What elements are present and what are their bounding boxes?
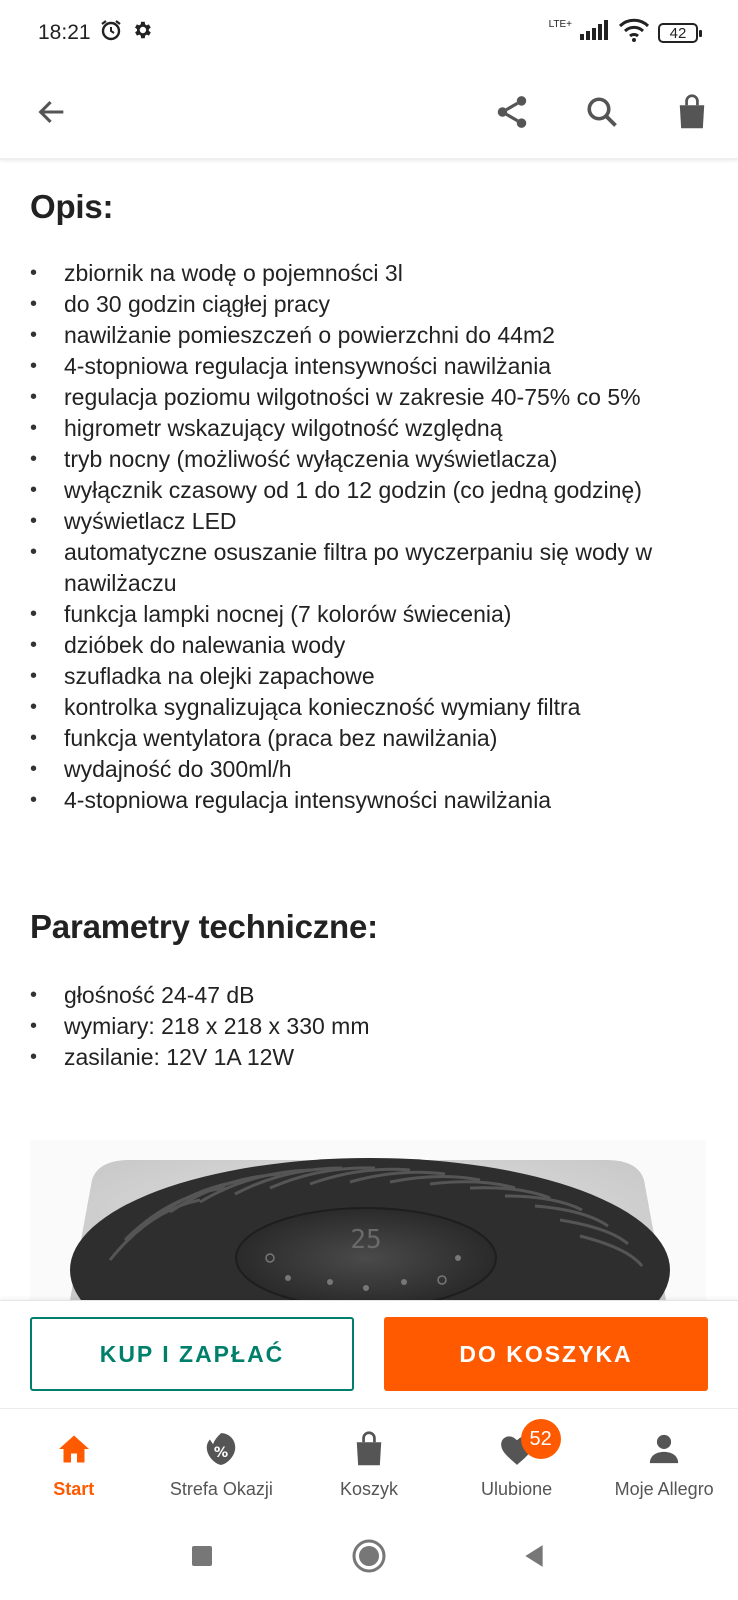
list-item: • wyłącznik czasowy od 1 do 12 godzin (co jedną godzinę) — [30, 475, 698, 506]
shopping-bag-icon[interactable] — [662, 82, 722, 142]
list-item: • głośność 24-47 dB — [30, 980, 698, 1011]
nav-label: Moje Allegro — [614, 1479, 714, 1499]
search-icon[interactable] — [572, 82, 632, 142]
description-list — [30, 258, 698, 816]
list-item: • szufladka na olejki zapachowe — [30, 661, 698, 692]
signal-icon — [580, 20, 610, 46]
battery-level: 42 — [669, 24, 687, 42]
list-item: • wymiary: 218 x 218 x 330 mm — [30, 1011, 698, 1042]
list-item: • funkcja lampki nocnej (7 kolorów świecenia) — [30, 599, 698, 630]
nav-item-favorites[interactable] — [443, 1409, 591, 1515]
home-button[interactable] — [347, 1534, 391, 1578]
nav-label: Strefa Okazji — [169, 1479, 273, 1499]
nav-item-my-allegro[interactable] — [590, 1409, 738, 1515]
nav-label: Start — [53, 1479, 95, 1499]
product-image[interactable] — [30, 1140, 706, 1300]
back-arrow-icon[interactable] — [22, 82, 82, 142]
back-button[interactable] — [512, 1534, 556, 1578]
nav-item-deals[interactable] — [148, 1409, 296, 1515]
list-item: • wyświetlacz LED — [30, 506, 698, 537]
list-item: • 4-stopniowa regulacja intensywności nawilżania — [30, 785, 698, 816]
bottom-navigation — [0, 1408, 738, 1515]
technical-list — [30, 980, 698, 1073]
status-bar — [0, 0, 738, 66]
display-text: 25 — [350, 1225, 382, 1255]
list-item: • kontrolka sygnalizująca konieczność wymiany filtra — [30, 692, 698, 723]
list-item: • regulacja poziomu wilgotności w zakresie 40-75% co 5% — [30, 382, 698, 413]
alarm-icon — [99, 18, 123, 48]
nav-item-start[interactable] — [0, 1409, 148, 1515]
home-icon — [54, 1429, 94, 1469]
list-item: • automatyczne osuszanie filtra po wyczerpaniu się wody w nawilżaczu — [30, 537, 698, 599]
wifi-icon — [618, 18, 650, 48]
app-bar — [0, 66, 738, 159]
recents-button[interactable] — [180, 1534, 224, 1578]
battery-icon — [658, 23, 698, 43]
discount-tag-icon — [201, 1429, 241, 1469]
list-item: • tryb nocny (możliwość wyłączenia wyświetlacza) — [30, 444, 698, 475]
svg-text:%: % — [214, 1444, 229, 1461]
buy-now-button[interactable]: KUP I ZAPŁAĆ — [30, 1317, 354, 1391]
nav-label: Koszyk — [339, 1479, 398, 1499]
list-item: • funkcja wentylatora (praca bez nawilżania) — [30, 723, 698, 754]
list-item: • higrometr wskazujący wilgotność względną — [30, 413, 698, 444]
list-item: • nawilżanie pomieszczeń o powierzchni do 44m2 — [30, 320, 698, 351]
nav-item-cart[interactable] — [295, 1409, 443, 1515]
status-time: 18:21 — [38, 21, 91, 44]
technical-heading: Parametry techniczne: — [30, 908, 378, 945]
favorites-badge: 52 — [521, 1419, 561, 1459]
list-item: • 4-stopniowa regulacja intensywności nawilżania — [30, 351, 698, 382]
purchase-actions — [0, 1300, 738, 1409]
person-icon — [644, 1429, 684, 1469]
list-item: • wydajność do 300ml/h — [30, 754, 698, 785]
network-type: LTE+ — [548, 19, 572, 30]
shopping-bag-icon — [349, 1429, 389, 1469]
description-heading: Opis: — [30, 188, 114, 225]
add-to-cart-button[interactable]: DO KOSZYKA — [384, 1317, 708, 1391]
list-item: • do 30 godzin ciągłej pracy — [30, 289, 698, 320]
list-item: • dzióbek do nalewania wody — [30, 630, 698, 661]
product-description[interactable] — [0, 160, 738, 1300]
nav-label: Ulubione — [481, 1479, 553, 1499]
system-navigation — [0, 1514, 738, 1600]
gear-icon — [131, 19, 153, 47]
list-item: • zasilanie: 12V 1A 12W — [30, 1042, 698, 1073]
share-icon[interactable] — [482, 82, 542, 142]
list-item: • zbiornik na wodę o pojemności 3l — [30, 258, 698, 289]
